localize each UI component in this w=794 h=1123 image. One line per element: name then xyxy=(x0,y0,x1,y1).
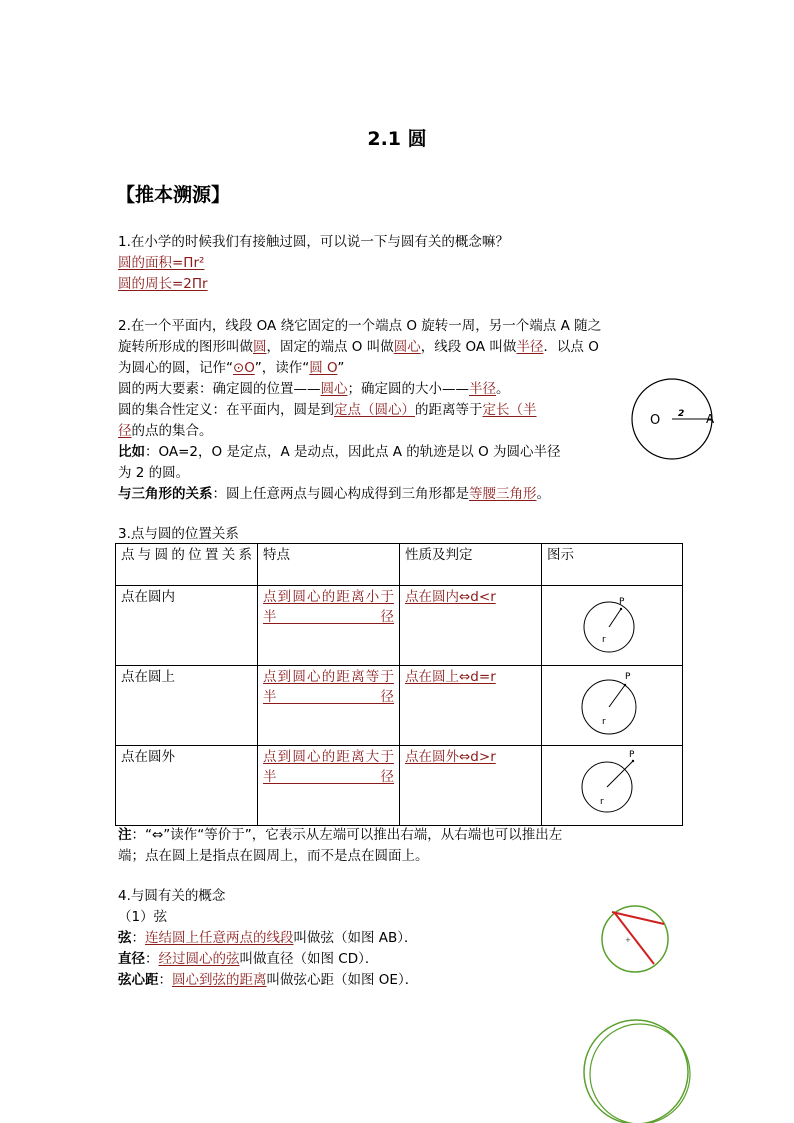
svg-text:P: P xyxy=(625,672,631,682)
term-radius: 半径 xyxy=(516,339,544,355)
q4-heading: 4.与圆有关的概念 xyxy=(118,888,226,904)
row-rule: 点在圆外⇔d>r xyxy=(405,749,496,765)
figure-label-r: 2 xyxy=(678,409,685,419)
point-outside-diagram xyxy=(547,747,677,817)
q2-line-7: 比如：OA=2，O 是定点，A 是动点，因此点 A 的轨迹是以 O 为圆心半径 xyxy=(118,444,561,460)
header-rule: 性质及判定 xyxy=(400,544,542,586)
circle-oa-figure xyxy=(620,376,720,466)
row-rule: 点在圆上⇔d=r xyxy=(405,669,496,685)
svg-text:P: P xyxy=(619,597,625,607)
svg-text:r: r xyxy=(602,635,606,645)
row-relation: 点在圆上 xyxy=(121,669,175,685)
point-on-diagram xyxy=(547,667,677,737)
section-heading: 【推本溯源】 xyxy=(116,184,231,206)
large-circle-inner xyxy=(590,1024,690,1123)
table-row xyxy=(116,666,683,746)
q3-note-line-1: 注：“⇔”读作“等价于”，它表示从左端可以推出右端，从右端也可以推出左 xyxy=(118,827,563,843)
header-feature: 特点 xyxy=(258,544,400,586)
term-circle: 圆 xyxy=(253,339,267,355)
point-circle-table xyxy=(115,543,683,826)
large-circle-figure xyxy=(578,1012,698,1123)
q4-chord-distance-def: 弦心距：圆心到弦的距离叫做弦心距（如图 OE）． xyxy=(118,972,419,988)
q2-line-9: 与三角形的关系：圆上任意两点与圆心构成得到三角形都是等腰三角形。 xyxy=(118,486,550,502)
q2-line-2: 旋转所形成的图形叫做圆，固定的端点 O 叫做圆心，线段 OA 叫做半径．以点 O xyxy=(118,339,599,355)
table-row xyxy=(116,746,683,826)
header-figure: 图示 xyxy=(542,544,683,586)
q4-chord-def: 弦：连结圆上任意两点的线段叫做弦（如图 AB）． xyxy=(118,930,418,946)
reading-circle-o: 圆 O xyxy=(309,360,338,376)
row-feature: 点到圆心的距离等于半径 xyxy=(263,669,394,705)
chord-figure xyxy=(598,902,674,978)
figure-label-a: A xyxy=(706,412,715,426)
q1-question: 1.在小学的时候我们有接触过圆，可以说一下与圆有关的概念嘛？ xyxy=(118,234,509,250)
q3-heading: 3.点与圆的位置关系 xyxy=(118,526,239,542)
svg-text:r: r xyxy=(600,797,604,807)
point-inside-diagram xyxy=(547,587,677,657)
term-center: 圆心 xyxy=(393,339,421,355)
q2-line-4: 圆的两大要素：确定圆的位置——圆心；确定圆的大小——半径。 xyxy=(118,381,510,397)
q4-diameter-def: 直径：经过圆心的弦叫做直径（如图 CD）． xyxy=(118,951,379,967)
figure-label-o: O xyxy=(650,413,661,428)
svg-text:P: P xyxy=(629,750,635,760)
q2-line-1: 2.在一个平面内，线段 OA 绕它固定的一个端点 O 旋转一周，另一个端点 A 随之 xyxy=(118,318,602,334)
q1-circumference: 圆的周长=2Πr xyxy=(118,276,208,292)
row-feature: 点到圆心的距离小于半径 xyxy=(263,589,394,625)
center-mark: + xyxy=(625,936,631,944)
svg-text:r: r xyxy=(602,717,606,727)
q2-line-6: 径的点的集合。 xyxy=(118,423,213,439)
row-feature: 点到圆心的距离大于半径 xyxy=(263,749,394,785)
q3-note-line-2: 端；点在圆上是指点在圆周上，而不是点在圆面上。 xyxy=(118,848,429,864)
q4-sub-chord: （1）弦 xyxy=(118,909,168,925)
page-title: 2.1 圆 xyxy=(367,128,427,150)
row-relation: 点在圆内 xyxy=(121,589,175,605)
row-relation: 点在圆外 xyxy=(121,749,175,765)
q2-line-8: 为 2 的圆。 xyxy=(118,465,190,481)
q2-line-5: 圆的集合性定义：在平面内，圆是到定点（圆心）的距离等于定长（半 xyxy=(118,402,537,418)
q2-line-3: 为圆心的圆，记作“⊙O”，读作“圆 O” xyxy=(118,360,345,376)
row-rule: 点在圆内⇔d<r xyxy=(405,589,496,605)
notation-circle-o: ⊙O xyxy=(233,360,255,376)
table-row xyxy=(116,586,683,666)
q1-area: 圆的面积=Πr² xyxy=(118,255,205,271)
header-relation: 点与圆的位置关系 xyxy=(116,544,258,586)
